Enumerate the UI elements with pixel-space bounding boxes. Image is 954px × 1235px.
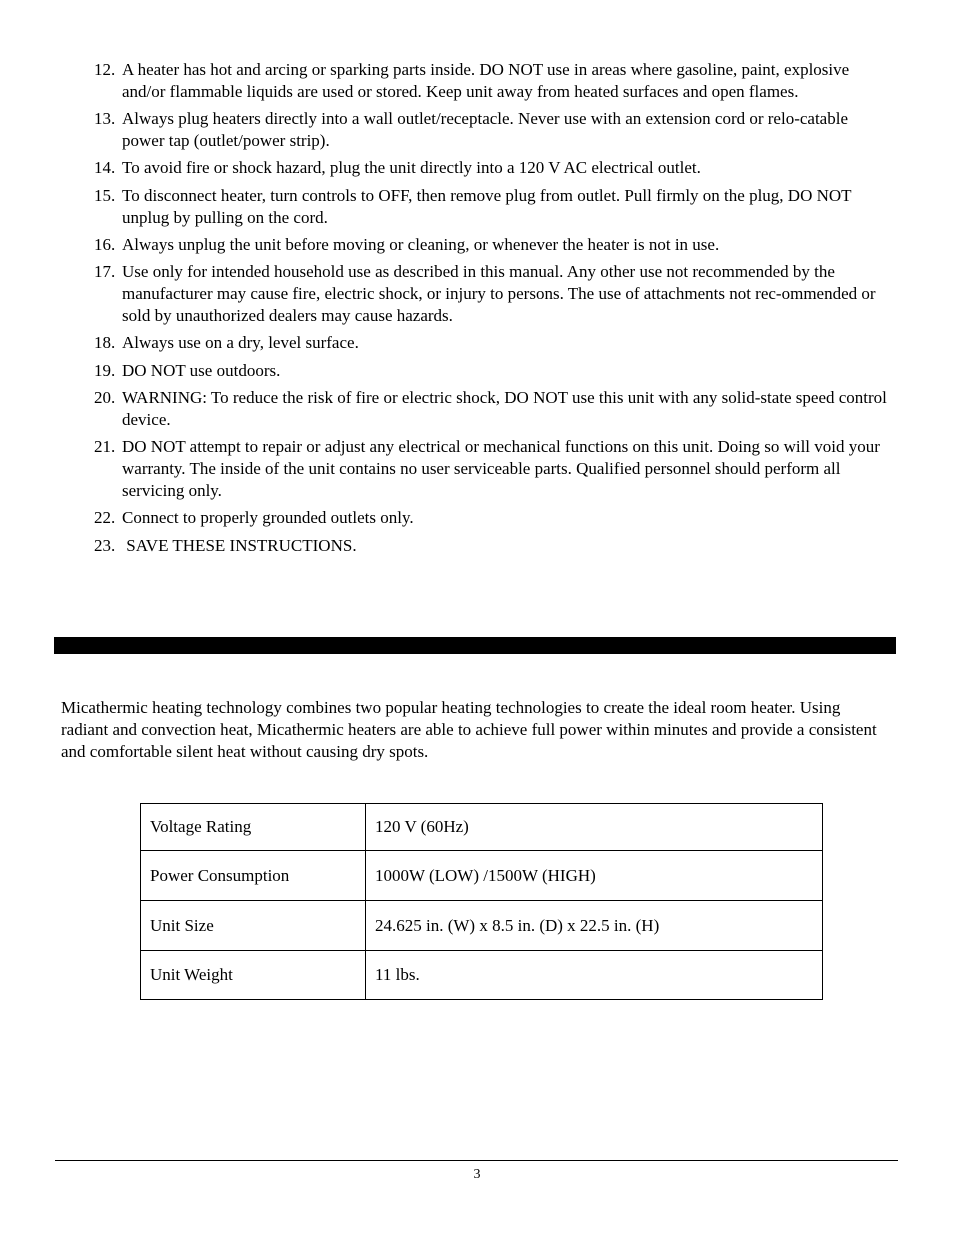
instruction-item	[0, 261, 954, 326]
instruction-item	[0, 535, 954, 557]
instruction-item	[0, 234, 954, 256]
spec-value: 24.625 in. (W) x 8.5 in. (D) x 22.5 in. (H)	[366, 901, 823, 951]
item-number: 18.	[94, 333, 116, 353]
item-number: 16.	[94, 234, 116, 254]
spec-value: 120 V (60Hz)	[366, 804, 823, 851]
spec-label: Unit Size	[141, 901, 366, 951]
footer-rule	[55, 1160, 898, 1161]
item-number: 22.	[94, 508, 116, 528]
item-number: 12.	[94, 60, 116, 79]
item-number: 20.	[94, 388, 116, 408]
instruction-item	[0, 436, 954, 501]
section-divider-bar	[54, 637, 896, 654]
item-number: 14.	[94, 158, 116, 178]
spec-value: 11 lbs.	[366, 951, 823, 1000]
table-row	[141, 851, 823, 901]
item-number: 23.	[94, 535, 116, 555]
safety-instructions-list	[0, 59, 954, 562]
instruction-item	[0, 59, 954, 103]
spec-label: Power Consumption	[141, 851, 366, 901]
item-text: Always unplug the unit before moving or cleaning, or whenever the heater is not in use.	[122, 234, 720, 254]
specifications-table	[140, 803, 823, 1000]
item-text: SAVE THESE INSTRUCTIONS.	[122, 535, 357, 555]
instruction-item	[0, 507, 954, 529]
item-text: To avoid fire or shock hazard, plug the unit directly into a 120 V AC electrical outlet.	[122, 158, 701, 178]
spec-label: Unit Weight	[141, 951, 366, 1000]
item-text: Always plug heaters directly into a wall outlet/receptacle. Never use with an extension cord or relo-catable power tap (outlet/power strip).	[122, 109, 848, 150]
instruction-item	[0, 332, 954, 354]
item-text: WARNING: To reduce the risk of fire or electric shock, DO NOT use this unit with any solid-state speed control device.	[122, 388, 887, 429]
item-text: To disconnect heater, turn controls to OFF, then remove plug from outlet. Pull firmly on the plug, DO NOT unplug by pulling on the cord.	[122, 185, 852, 227]
instruction-item	[0, 387, 954, 431]
spec-value: 1000W (LOW) /1500W (HIGH)	[366, 851, 823, 901]
table-row	[141, 901, 823, 951]
spec-label: Voltage Rating	[141, 804, 366, 851]
item-number: 13.	[94, 109, 116, 129]
instruction-item	[0, 108, 954, 152]
item-text: Always use on a dry, level surface.	[122, 333, 359, 353]
page-number: 3	[473, 1167, 481, 1182]
item-text: DO NOT attempt to repair or adjust any electrical or mechanical functions on this unit. Doing so will void your warranty. The inside of the unit contains no user serviceable parts. Qualified personnel should perform all servicing only.	[122, 437, 880, 500]
table-row	[141, 804, 823, 851]
instruction-item	[0, 360, 954, 382]
item-text: DO NOT use outdoors.	[122, 360, 281, 380]
item-number: 15.	[94, 185, 116, 205]
instruction-item	[0, 185, 954, 229]
instruction-item	[0, 157, 954, 179]
item-text: Use only for intended household use as described in this manual. Any other use not recommended by the manufacturer may cause fire, electric shock, or injury to persons. The use of attachments not rec-ommended or sold by unauthorized dealers may cause hazards.	[122, 262, 876, 325]
item-number: 17.	[94, 262, 116, 282]
intro-paragraph: Micathermic heating technology combines two popular heating technologies to create the ideal room heater. Using radiant and convection heat, Micathermic heaters are able to achieve full power within minutes and provide a consistent and comfortable silent heat without causing dry spots.	[61, 698, 877, 761]
table-row	[141, 951, 823, 1000]
item-text: Connect to properly grounded outlets only.	[122, 508, 414, 528]
item-text: A heater has hot and arcing or sparking parts inside. DO NOT use in areas where gasoline, paint, explosive and/or flammable liquids are used or stored. Keep unit away from heated surfaces and open flames.	[122, 60, 850, 101]
item-number: 19.	[94, 360, 116, 380]
item-number: 21.	[94, 437, 116, 457]
